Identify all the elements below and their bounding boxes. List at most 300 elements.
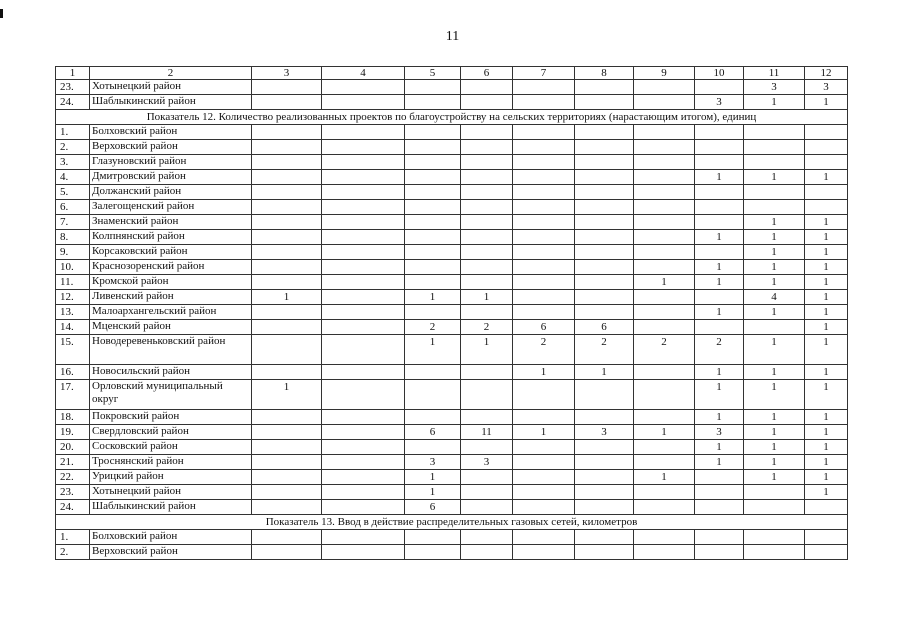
table-row — [56, 545, 848, 560]
value-cell — [322, 335, 405, 365]
row-index: 8. — [56, 230, 90, 245]
value-cell: 1 — [695, 275, 744, 290]
value-cell — [513, 455, 575, 470]
value-cell — [461, 365, 513, 380]
value-cell — [575, 275, 634, 290]
value-cell — [805, 185, 848, 200]
value-cell: 1 — [695, 365, 744, 380]
table-row — [56, 470, 848, 485]
value-cell — [322, 230, 405, 245]
row-index: 24. — [56, 95, 90, 110]
row-index: 23. — [56, 485, 90, 500]
value-cell — [322, 305, 405, 320]
value-cell: 1 — [744, 425, 805, 440]
value-cell — [252, 500, 322, 515]
value-cell — [513, 530, 575, 545]
table-row — [56, 410, 848, 425]
value-cell — [252, 365, 322, 380]
value-cell — [575, 455, 634, 470]
value-cell — [744, 140, 805, 155]
value-cell — [322, 215, 405, 230]
value-cell: 1 — [744, 260, 805, 275]
value-cell — [634, 380, 695, 410]
row-index: 7. — [56, 215, 90, 230]
value-cell: 1 — [744, 440, 805, 455]
row-index: 9. — [56, 245, 90, 260]
district-name: Колпнянский район — [90, 230, 252, 245]
value-cell — [322, 185, 405, 200]
value-cell — [461, 275, 513, 290]
row-index: 17. — [56, 380, 90, 410]
value-cell — [252, 425, 322, 440]
value-cell — [695, 140, 744, 155]
value-cell — [634, 260, 695, 275]
value-cell — [461, 215, 513, 230]
value-cell — [634, 530, 695, 545]
value-cell — [405, 95, 461, 110]
table-row — [56, 125, 848, 140]
column-number: 11 — [744, 67, 805, 80]
row-index: 14. — [56, 320, 90, 335]
value-cell: 1 — [405, 335, 461, 365]
value-cell — [744, 155, 805, 170]
row-index: 13. — [56, 305, 90, 320]
value-cell — [405, 380, 461, 410]
value-cell: 1 — [744, 230, 805, 245]
value-cell: 1 — [744, 455, 805, 470]
value-cell — [322, 80, 405, 95]
value-cell: 1 — [805, 485, 848, 500]
indicator-section-row — [56, 515, 848, 530]
value-cell: 1 — [252, 380, 322, 410]
value-cell: 6 — [575, 320, 634, 335]
table-row — [56, 455, 848, 470]
value-cell — [695, 320, 744, 335]
value-cell: 6 — [513, 320, 575, 335]
table-row — [56, 200, 848, 215]
value-cell: 1 — [513, 365, 575, 380]
row-index: 4. — [56, 170, 90, 185]
value-cell: 1 — [695, 380, 744, 410]
value-cell: 1 — [805, 425, 848, 440]
value-cell — [513, 305, 575, 320]
column-number: 7 — [513, 67, 575, 80]
value-cell — [695, 155, 744, 170]
value-cell — [513, 290, 575, 305]
row-index: 2. — [56, 545, 90, 560]
value-cell — [322, 245, 405, 260]
value-cell — [322, 140, 405, 155]
value-cell — [695, 530, 744, 545]
district-name: Ливенский район — [90, 290, 252, 305]
row-index: 5. — [56, 185, 90, 200]
value-cell — [513, 170, 575, 185]
value-cell: 1 — [695, 440, 744, 455]
district-name: Новосильский район — [90, 365, 252, 380]
value-cell: 1 — [695, 170, 744, 185]
value-cell — [805, 200, 848, 215]
value-cell — [461, 470, 513, 485]
value-cell: 1 — [805, 455, 848, 470]
value-cell — [744, 320, 805, 335]
value-cell — [695, 215, 744, 230]
value-cell — [252, 155, 322, 170]
value-cell — [513, 260, 575, 275]
value-cell — [513, 200, 575, 215]
value-cell: 1 — [744, 335, 805, 365]
value-cell: 3 — [695, 425, 744, 440]
value-cell: 11 — [461, 425, 513, 440]
value-cell: 1 — [634, 275, 695, 290]
value-cell — [744, 185, 805, 200]
value-cell — [575, 140, 634, 155]
value-cell — [405, 440, 461, 455]
value-cell — [461, 485, 513, 500]
column-number: 12 — [805, 67, 848, 80]
value-cell — [634, 230, 695, 245]
district-name: Верховский район — [90, 140, 252, 155]
value-cell — [744, 545, 805, 560]
value-cell — [513, 95, 575, 110]
value-cell — [805, 530, 848, 545]
value-cell — [805, 500, 848, 515]
value-cell — [513, 230, 575, 245]
value-cell: 1 — [805, 170, 848, 185]
value-cell — [634, 80, 695, 95]
value-cell: 3 — [744, 80, 805, 95]
value-cell — [575, 305, 634, 320]
row-index: 24. — [56, 500, 90, 515]
value-cell — [575, 80, 634, 95]
value-cell: 1 — [805, 230, 848, 245]
value-cell — [461, 200, 513, 215]
district-name: Краснозоренский район — [90, 260, 252, 275]
value-cell — [695, 80, 744, 95]
value-cell — [252, 95, 322, 110]
value-cell — [513, 485, 575, 500]
row-index: 23. — [56, 80, 90, 95]
row-index: 12. — [56, 290, 90, 305]
value-cell — [634, 485, 695, 500]
value-cell — [513, 545, 575, 560]
value-cell — [575, 410, 634, 425]
value-cell — [634, 185, 695, 200]
value-cell — [461, 80, 513, 95]
value-cell — [322, 440, 405, 455]
table-row — [56, 170, 848, 185]
value-cell — [634, 245, 695, 260]
value-cell — [634, 140, 695, 155]
value-cell — [461, 95, 513, 110]
value-cell — [322, 545, 405, 560]
value-cell — [575, 485, 634, 500]
value-cell — [744, 530, 805, 545]
value-cell — [252, 170, 322, 185]
value-cell — [513, 80, 575, 95]
value-cell: 6 — [405, 425, 461, 440]
value-cell: 1 — [805, 290, 848, 305]
value-cell: 3 — [805, 80, 848, 95]
value-cell — [634, 440, 695, 455]
district-name: Урицкий район — [90, 470, 252, 485]
value-cell — [252, 335, 322, 365]
value-cell — [461, 410, 513, 425]
table-row — [56, 80, 848, 95]
value-cell — [252, 215, 322, 230]
value-cell: 1 — [695, 305, 744, 320]
value-cell: 1 — [513, 425, 575, 440]
value-cell: 1 — [805, 320, 848, 335]
value-cell — [322, 470, 405, 485]
value-cell — [695, 185, 744, 200]
value-cell — [805, 545, 848, 560]
value-cell — [634, 290, 695, 305]
value-cell — [252, 260, 322, 275]
value-cell: 1 — [575, 365, 634, 380]
value-cell — [695, 500, 744, 515]
value-cell — [322, 485, 405, 500]
value-cell — [252, 530, 322, 545]
value-cell — [513, 245, 575, 260]
table-row — [56, 380, 848, 410]
value-cell — [695, 485, 744, 500]
value-cell: 1 — [744, 215, 805, 230]
value-cell — [575, 470, 634, 485]
value-cell — [322, 455, 405, 470]
district-name: Малоархангельский район — [90, 305, 252, 320]
value-cell: 1 — [805, 260, 848, 275]
value-cell — [513, 140, 575, 155]
value-cell — [252, 305, 322, 320]
district-name: Покровский район — [90, 410, 252, 425]
value-cell — [405, 245, 461, 260]
table-row — [56, 245, 848, 260]
value-cell: 1 — [695, 230, 744, 245]
value-cell: 2 — [634, 335, 695, 365]
value-cell: 1 — [805, 470, 848, 485]
district-name: Должанский район — [90, 185, 252, 200]
value-cell — [252, 440, 322, 455]
value-cell — [322, 170, 405, 185]
table-row — [56, 275, 848, 290]
value-cell — [575, 290, 634, 305]
value-cell — [695, 470, 744, 485]
value-cell: 6 — [405, 500, 461, 515]
column-number: 1 — [56, 67, 90, 80]
value-cell — [322, 95, 405, 110]
value-cell — [405, 230, 461, 245]
value-cell — [405, 185, 461, 200]
district-name: Залегощенский район — [90, 200, 252, 215]
value-cell: 1 — [805, 380, 848, 410]
value-cell — [252, 245, 322, 260]
value-cell — [405, 125, 461, 140]
value-cell: 1 — [744, 170, 805, 185]
value-cell — [405, 305, 461, 320]
table-row — [56, 425, 848, 440]
value-cell — [461, 125, 513, 140]
row-index: 1. — [56, 125, 90, 140]
indicator-table — [55, 66, 848, 560]
district-name: Троснянский район — [90, 455, 252, 470]
value-cell — [322, 365, 405, 380]
district-name: Шаблыкинский район — [90, 500, 252, 515]
value-cell — [575, 230, 634, 245]
value-cell — [513, 215, 575, 230]
value-cell: 1 — [405, 290, 461, 305]
row-index: 21. — [56, 455, 90, 470]
row-index: 10. — [56, 260, 90, 275]
value-cell — [575, 260, 634, 275]
value-cell — [634, 545, 695, 560]
value-cell — [575, 215, 634, 230]
district-name: Сосковский район — [90, 440, 252, 455]
value-cell — [634, 125, 695, 140]
value-cell — [695, 545, 744, 560]
table-row — [56, 290, 848, 305]
value-cell — [405, 275, 461, 290]
value-cell — [252, 200, 322, 215]
value-cell: 1 — [695, 410, 744, 425]
value-cell — [744, 485, 805, 500]
value-cell — [322, 320, 405, 335]
value-cell — [634, 500, 695, 515]
value-cell — [405, 410, 461, 425]
value-cell — [634, 170, 695, 185]
value-cell: 1 — [805, 440, 848, 455]
row-index: 6. — [56, 200, 90, 215]
table-row — [56, 140, 848, 155]
table-row — [56, 155, 848, 170]
table-row — [56, 260, 848, 275]
district-name: Хотынецкий район — [90, 485, 252, 500]
value-cell — [744, 125, 805, 140]
column-number-row — [56, 67, 848, 80]
value-cell — [322, 275, 405, 290]
table-row — [56, 320, 848, 335]
value-cell: 1 — [805, 215, 848, 230]
row-index: 1. — [56, 530, 90, 545]
value-cell: 4 — [744, 290, 805, 305]
value-cell: 1 — [744, 410, 805, 425]
value-cell: 3 — [575, 425, 634, 440]
value-cell — [461, 260, 513, 275]
value-cell — [405, 200, 461, 215]
value-cell: 1 — [805, 305, 848, 320]
value-cell — [575, 185, 634, 200]
value-cell — [461, 245, 513, 260]
value-cell — [405, 80, 461, 95]
row-index: 15. — [56, 335, 90, 365]
value-cell: 1 — [695, 455, 744, 470]
value-cell: 1 — [744, 470, 805, 485]
table-row — [56, 335, 848, 365]
column-number: 4 — [322, 67, 405, 80]
table-row — [56, 365, 848, 380]
district-name: Кромской район — [90, 275, 252, 290]
value-cell — [695, 200, 744, 215]
value-cell — [575, 545, 634, 560]
value-cell — [634, 215, 695, 230]
value-cell — [461, 545, 513, 560]
value-cell: 3 — [461, 455, 513, 470]
column-number: 8 — [575, 67, 634, 80]
row-index: 18. — [56, 410, 90, 425]
value-cell — [805, 125, 848, 140]
value-cell — [513, 410, 575, 425]
value-cell — [805, 155, 848, 170]
table-row — [56, 95, 848, 110]
district-name: Корсаковский район — [90, 245, 252, 260]
value-cell: 1 — [744, 305, 805, 320]
value-cell: 1 — [634, 425, 695, 440]
table-row — [56, 215, 848, 230]
value-cell — [634, 365, 695, 380]
value-cell — [405, 365, 461, 380]
value-cell — [405, 140, 461, 155]
value-cell: 1 — [805, 275, 848, 290]
column-number: 2 — [90, 67, 252, 80]
value-cell — [634, 155, 695, 170]
district-name: Шаблыкинский район — [90, 95, 252, 110]
value-cell: 1 — [805, 365, 848, 380]
row-index: 22. — [56, 470, 90, 485]
value-cell — [252, 485, 322, 500]
value-cell: 1 — [695, 260, 744, 275]
value-cell — [461, 230, 513, 245]
value-cell — [575, 125, 634, 140]
value-cell — [405, 215, 461, 230]
value-cell: 1 — [405, 485, 461, 500]
value-cell — [461, 155, 513, 170]
value-cell: 2 — [405, 320, 461, 335]
value-cell — [405, 545, 461, 560]
column-number: 5 — [405, 67, 461, 80]
table-row — [56, 185, 848, 200]
value-cell: 1 — [805, 410, 848, 425]
value-cell — [252, 470, 322, 485]
value-cell — [461, 500, 513, 515]
table-row — [56, 530, 848, 545]
indicator-title: Показатель 12. Количество реализованных проектов по благоустройству на сельских территориях (нарастающим итогом), единиц — [56, 110, 848, 125]
value-cell — [695, 290, 744, 305]
value-cell — [252, 545, 322, 560]
indicator-title: Показатель 13. Ввод в действие распределительных газовых сетей, километров — [56, 515, 848, 530]
value-cell: 1 — [461, 335, 513, 365]
value-cell — [575, 170, 634, 185]
row-index: 19. — [56, 425, 90, 440]
table-row — [56, 485, 848, 500]
value-cell — [695, 245, 744, 260]
value-cell — [322, 380, 405, 410]
value-cell — [575, 200, 634, 215]
value-cell: 1 — [405, 470, 461, 485]
value-cell — [513, 155, 575, 170]
value-cell — [322, 155, 405, 170]
row-index: 16. — [56, 365, 90, 380]
value-cell — [322, 290, 405, 305]
page-number: 11 — [445, 29, 460, 44]
district-name: Болховский район — [90, 530, 252, 545]
value-cell — [744, 200, 805, 215]
table-row — [56, 305, 848, 320]
value-cell — [322, 125, 405, 140]
row-index: 3. — [56, 155, 90, 170]
value-cell — [575, 440, 634, 455]
value-cell — [634, 305, 695, 320]
value-cell — [461, 305, 513, 320]
value-cell — [634, 95, 695, 110]
